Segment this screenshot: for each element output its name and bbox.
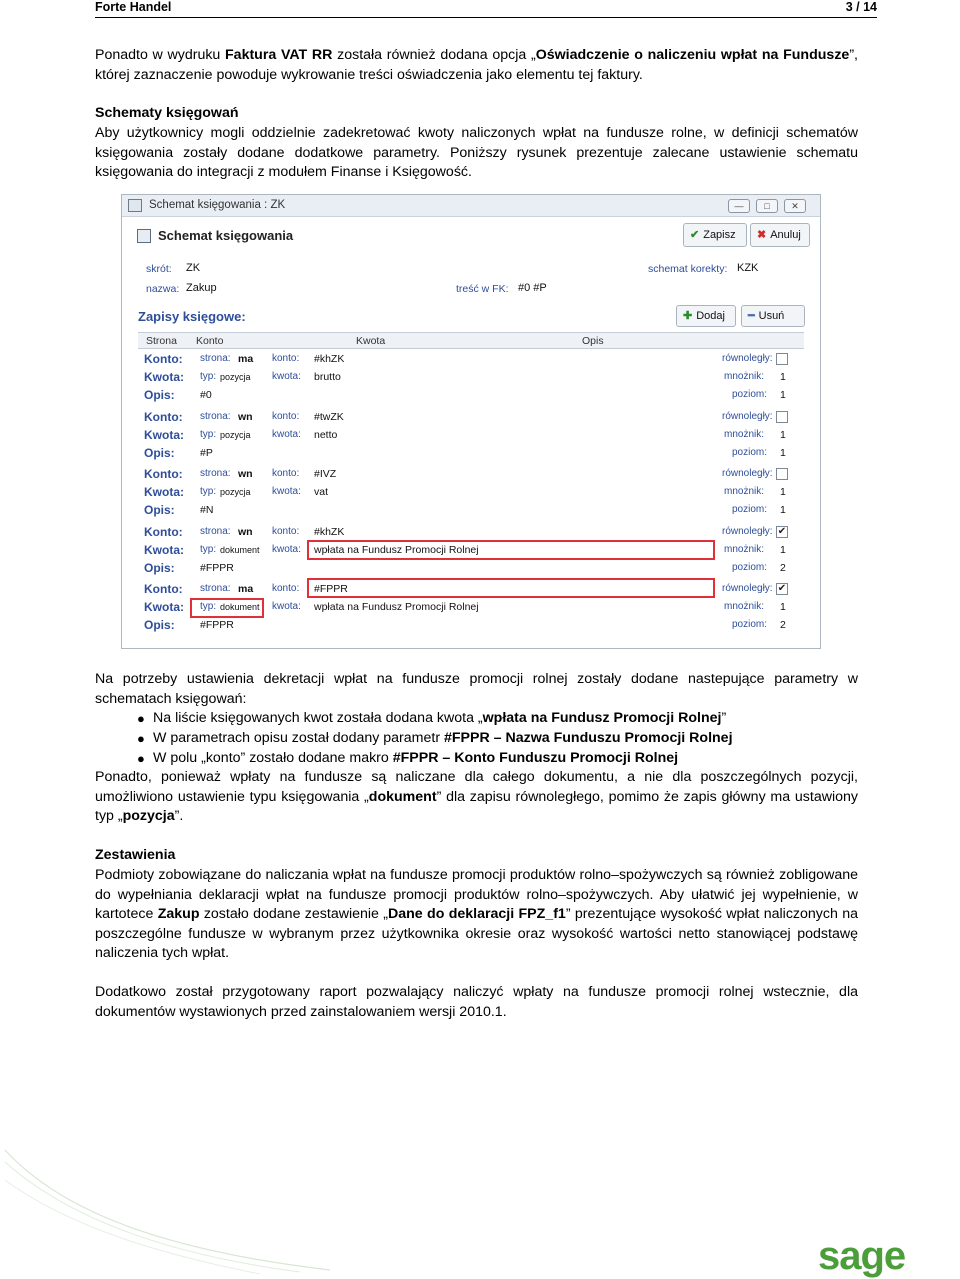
para-ponadto xyxy=(95,768,858,827)
opis-value[interactable]: #N xyxy=(200,504,214,516)
page-header xyxy=(95,0,877,18)
checkmark-icon: ✔ xyxy=(777,583,787,594)
window-titlebar xyxy=(122,195,820,217)
footer-swirl-decoration xyxy=(0,1140,420,1275)
bullet-1-end: ” xyxy=(721,710,727,726)
intro-text-1: Ponadto w wydruku xyxy=(95,47,226,63)
para-parametry-intro: Na potrzeby ustawienia dekretacji wpłat na fundusze promocji rolnej zostały dodane nastepujące parametry w schematach księgowań: xyxy=(95,671,858,707)
col-opis[interactable]: Opis xyxy=(582,335,604,347)
skrot-label: skrót: xyxy=(146,263,172,275)
typ-value[interactable]: pozycja xyxy=(220,487,251,497)
mnoznik-label: mnożnik: xyxy=(724,601,765,612)
kwota-value[interactable]: netto xyxy=(314,428,338,441)
opis-value[interactable]: #0 xyxy=(200,389,212,401)
bullet-3-bold: #FPPR – Konto Funduszu Promocji Rolnej xyxy=(392,750,679,766)
typ-label: typ: xyxy=(200,428,217,440)
mnoznik-value[interactable]: 1 xyxy=(780,371,786,383)
highlight-opis-row4 xyxy=(307,578,715,598)
bullet-3-text: W polu „konto” zostało dodane makro xyxy=(153,750,393,766)
entry-opis-line xyxy=(138,560,804,577)
typ-value[interactable]: pozycja xyxy=(220,372,251,382)
zest-text-3: ” prezentujące wysokość wpłat naliczonych na poszczególne fundusze w wybranym przez użytkownika okresie oraz wysokość wartości netto stanowiącej podstawę naliczenia tych wpłat. xyxy=(95,906,858,962)
ponadto-text-1: Ponadto, ponieważ wpłaty na fundusze są naliczane dla całego dokumentu, a nie dla poszczególnych pozycji, umożliwiono ustawienie typu księgowania „ xyxy=(95,769,858,805)
tresc-label: treść w FK: xyxy=(456,283,509,295)
konto-value[interactable]: #khZK xyxy=(314,525,345,538)
ponadto-text-3: ”. xyxy=(174,808,184,825)
konto-label: konto: xyxy=(272,468,300,479)
kwota-value[interactable]: wpłata na Fundusz Promocji Rolnej xyxy=(314,543,479,556)
konto-label: konto: xyxy=(272,583,300,594)
intro-paragraph xyxy=(95,46,858,85)
rownolegly-checkbox[interactable] xyxy=(776,353,788,365)
highlight-typ-row5 xyxy=(190,598,264,618)
window-app-icon xyxy=(128,199,142,212)
mnoznik-value[interactable]: 1 xyxy=(780,428,786,441)
poziom-value[interactable]: 1 xyxy=(780,446,786,459)
entry-opis-line xyxy=(138,387,804,404)
entry-kwota-line xyxy=(138,369,804,386)
typ-value[interactable]: dokument xyxy=(220,602,260,612)
kwota-key: Kwota: xyxy=(144,600,184,614)
remove-button[interactable] xyxy=(741,305,805,327)
poziom-label: poziom: xyxy=(732,504,768,515)
entry-konto-line xyxy=(138,524,804,541)
rownolegly-checkbox[interactable] xyxy=(776,526,788,538)
opis-key: Opis: xyxy=(144,560,175,575)
minus-icon: ━ xyxy=(748,310,755,322)
entry-konto-line xyxy=(138,409,804,426)
konto-key: Konto: xyxy=(144,467,183,481)
strona-label: strona: xyxy=(200,353,231,364)
bullet-dot-icon: ● xyxy=(137,751,145,766)
bullet-2-bold: #FPPR – Nazwa Funduszu Promocji Rolnej xyxy=(443,730,733,746)
strona-label: strona: xyxy=(200,525,231,537)
kwota-value[interactable]: vat xyxy=(314,486,329,498)
add-button[interactable] xyxy=(676,305,736,327)
bullet-dot-icon: ● xyxy=(137,731,145,746)
konto-key: Konto: xyxy=(144,582,183,596)
konto-value[interactable]: #IVZ xyxy=(314,468,337,480)
close-button[interactable]: ✕ xyxy=(784,199,806,213)
kwota-label: kwota: xyxy=(272,486,301,497)
entry-opis-line xyxy=(138,617,804,634)
poziom-label: poziom: xyxy=(732,561,768,573)
section-body-schematy: Aby użytkownicy mogli oddzielnie zadekretować kwoty naliczonych wpłat na fundusze rolne, w definicji schematów księgowania zostały dodane dodatkowe parametry. Poniższy rysunek prezentuje zalecane ustawienie schematu księgowania do integracji z modułem Finanse i Księgowość. xyxy=(95,125,858,181)
ponadto-bold-1: dokument xyxy=(368,788,437,805)
poziom-value[interactable]: 2 xyxy=(780,619,786,631)
konto-value[interactable]: #khZK xyxy=(314,353,345,365)
konto-key: Konto: xyxy=(144,409,183,424)
cancel-label: Anuluj xyxy=(770,229,801,241)
opis-key: Opis: xyxy=(144,503,175,517)
kwota-value[interactable]: brutto xyxy=(314,371,341,383)
mnoznik-value[interactable]: 1 xyxy=(780,543,786,556)
check-icon: ✔ xyxy=(690,229,700,241)
strona-value[interactable]: wn xyxy=(238,410,253,423)
entry-konto-line xyxy=(138,351,804,368)
kwota-key: Kwota: xyxy=(144,542,184,557)
save-label: Zapisz xyxy=(703,229,736,241)
form-icon xyxy=(137,229,151,243)
strona-value[interactable]: wn xyxy=(238,525,253,538)
kwota-label: kwota: xyxy=(272,428,301,440)
strona-value[interactable]: ma xyxy=(238,353,254,365)
strona-label: strona: xyxy=(200,583,231,594)
kwota-label: kwota: xyxy=(272,371,301,382)
bullet-2-text: W parametrach opisu został dodany parametr xyxy=(153,730,444,746)
minimize-button[interactable]: — xyxy=(728,199,750,213)
rownolegly-label: równoległy: xyxy=(722,410,773,422)
col-strona[interactable]: Strona xyxy=(146,335,177,347)
entry-record[interactable] xyxy=(138,409,804,467)
entry-opis-line xyxy=(138,445,804,462)
rownolegly-checkbox[interactable] xyxy=(776,583,788,595)
konto-label: konto: xyxy=(272,525,300,537)
typ-label: typ: xyxy=(200,486,217,497)
konto-value[interactable]: #twZK xyxy=(314,410,344,423)
intro-text-3: ”, której zaznaczenie powoduje wykrowanie treści oświadczenia jako elementu tej faktury. xyxy=(95,47,858,83)
poziom-value[interactable]: 1 xyxy=(780,389,786,401)
entry-kwota-line xyxy=(138,427,804,444)
typ-label: typ: xyxy=(200,543,217,555)
kwota-label: kwota: xyxy=(272,601,301,612)
x-icon: ✖ xyxy=(757,229,767,241)
korekty-label: schemat korekty: xyxy=(648,263,728,275)
zest-bold-1: Zakup xyxy=(157,906,200,923)
remove-label: Usuń xyxy=(758,310,785,322)
kwota-key: Kwota: xyxy=(144,427,184,442)
rownolegly-checkbox[interactable] xyxy=(776,411,788,423)
sage-logo: sage xyxy=(818,1234,906,1278)
bullet-dot-icon: ● xyxy=(137,711,145,726)
kwota-label: kwota: xyxy=(272,543,301,555)
plus-icon: ✚ xyxy=(683,310,693,322)
rownolegly-label: równoległy: xyxy=(722,525,773,537)
mnoznik-value[interactable]: 1 xyxy=(780,601,786,613)
konto-key: Konto: xyxy=(144,352,183,366)
entry-record[interactable] xyxy=(138,466,804,524)
poziom-value[interactable]: 1 xyxy=(780,504,786,516)
kwota-value[interactable]: wpłata na Fundusz Promocji Rolnej xyxy=(314,601,479,613)
opis-key: Opis: xyxy=(144,618,175,632)
ponadto-bold-2: pozycja xyxy=(122,808,175,825)
document-title: Forte Handel xyxy=(95,0,172,14)
save-button[interactable] xyxy=(683,223,747,247)
rownolegly-label: równoległy: xyxy=(722,583,773,594)
opis-key: Opis: xyxy=(144,388,175,402)
strona-value[interactable]: wn xyxy=(238,468,253,480)
rownolegly-label: równoległy: xyxy=(722,468,773,479)
mnoznik-label: mnożnik: xyxy=(724,543,765,555)
checkmark-icon: ✔ xyxy=(777,525,787,537)
zest-bold-2: Dane do deklaracji FPZ_f1 xyxy=(388,906,566,923)
zest-text-2: zostało dodane zestawienie „ xyxy=(199,906,388,923)
skrot-value[interactable]: ZK xyxy=(186,262,201,274)
konto-label: konto: xyxy=(272,353,300,364)
intro-text-2: została również dodana opcja „ xyxy=(332,47,536,63)
entry-record[interactable] xyxy=(138,351,804,409)
entries-column-header xyxy=(138,332,804,349)
typ-label: typ: xyxy=(200,601,217,612)
konto-label: konto: xyxy=(272,410,300,422)
opis-value[interactable]: #P xyxy=(200,446,213,459)
section-body-zestawienia xyxy=(95,866,858,964)
rownolegly-checkbox[interactable] xyxy=(776,468,788,480)
highlight-kwota-row4 xyxy=(307,540,715,560)
poziom-value[interactable]: 2 xyxy=(780,561,786,574)
strona-value[interactable]: ma xyxy=(238,583,254,595)
nazwa-label: nazwa: xyxy=(146,283,180,295)
cancel-button[interactable] xyxy=(750,223,810,247)
para-dodatkowo: Dodatkowo został przygotowany raport pozwalający naliczyć wpłaty na fundusze promocji rolnej wstecznie, dla dokumentów wystawionych przed zainstalowaniem wersji 2010.1. xyxy=(95,984,858,1020)
typ-value[interactable]: dokument xyxy=(220,544,260,555)
entry-konto-line xyxy=(138,466,804,483)
col-konto[interactable]: Konto xyxy=(196,335,224,347)
section-title-zestawienia: Zestawienia xyxy=(95,847,176,863)
window-title: Schemat księgowania : ZK xyxy=(149,199,286,211)
form-heading: Schemat księgowania xyxy=(158,228,294,243)
schemat-window xyxy=(121,194,821,649)
opis-value[interactable]: #FPPR xyxy=(200,561,234,574)
entry-kwota-line xyxy=(138,484,804,501)
konto-key: Konto: xyxy=(144,524,183,539)
page-number: 3 / 14 xyxy=(845,0,877,14)
mnoznik-label: mnożnik: xyxy=(724,428,765,440)
konto-value[interactable]: #FPPR xyxy=(314,583,348,595)
opis-value[interactable]: #FPPR xyxy=(200,619,234,631)
strona-label: strona: xyxy=(200,468,231,479)
intro-bold-1: Faktura VAT RR xyxy=(225,47,333,63)
poziom-label: poziom: xyxy=(732,619,768,630)
typ-label: typ: xyxy=(200,371,217,382)
opis-key: Opis: xyxy=(144,445,175,460)
add-label: Dodaj xyxy=(696,310,725,322)
intro-bold-2: Oświadczenie o naliczeniu wpłat na Fundusze xyxy=(535,47,850,63)
section-title-schematy: Schematy księgowań xyxy=(95,105,239,121)
maximize-button[interactable]: □ xyxy=(756,199,778,213)
col-kwota[interactable]: Kwota xyxy=(356,335,386,347)
bullet-1-text: Na liście księgowanych kwot została dodana kwota „ xyxy=(153,710,483,726)
entries-title: Zapisy księgowe: xyxy=(138,309,246,324)
zest-text-1: Podmioty zobowiązane do naliczania wpłat na fundusze promocji produktów rolno–spożywczych są również zobligowane do wypełniania deklaracji wpłat na fundusze promocji produktów rolno–spożywczych. Aby ułatwić jej wypełnienie, w kartotece xyxy=(95,867,858,923)
korekty-value[interactable]: KZK xyxy=(737,262,759,274)
tresc-value[interactable]: #0 #P xyxy=(518,282,547,294)
kwota-key: Kwota: xyxy=(144,370,184,384)
mnoznik-value[interactable]: 1 xyxy=(780,486,786,498)
nazwa-value[interactable]: Zakup xyxy=(186,282,217,294)
mnoznik-label: mnożnik: xyxy=(724,371,765,382)
strona-label: strona: xyxy=(200,410,231,422)
mnoznik-label: mnożnik: xyxy=(724,486,765,497)
entry-opis-line xyxy=(138,502,804,519)
ponadto-text-2: ” dla zapisu równoległego, pomimo że zapis główny ma ustawiony typ „ xyxy=(95,788,858,825)
bullet-1-bold: wpłata na Fundusz Promocji Rolnej xyxy=(482,710,722,726)
poziom-label: poziom: xyxy=(732,446,768,458)
typ-value[interactable]: pozycja xyxy=(220,429,251,440)
rownolegly-label: równoległy: xyxy=(722,353,773,364)
kwota-key: Kwota: xyxy=(144,485,184,499)
poziom-label: poziom: xyxy=(732,389,768,400)
